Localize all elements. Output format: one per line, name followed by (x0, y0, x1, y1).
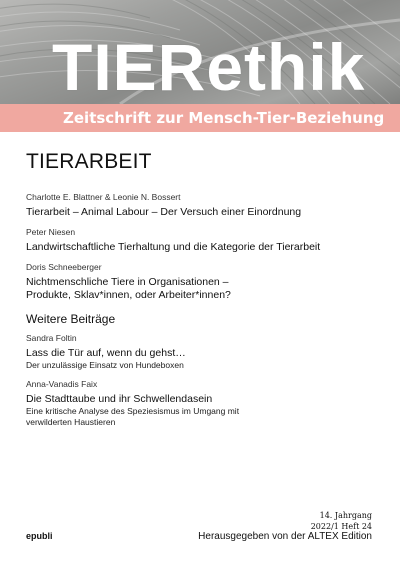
journal-subtitle: Zeitschrift zur Mensch-Tier-Beziehung (63, 109, 385, 127)
editor-line: Herausgegeben von der ALTEX Edition (198, 531, 372, 542)
article-title-line-2: Produkte, Sklav*innen, oder Arbeiter*innen? (26, 289, 231, 301)
article-subtitle: Der unzulässige Einsatz von Hundeboxen (26, 360, 184, 370)
further-articles-list (26, 333, 376, 436)
article-item (26, 262, 376, 302)
article-subtitle-line-2: verwilderten Haustieren (26, 417, 116, 427)
article-item (26, 333, 376, 371)
article-title: Lass die Tür auf, wenn du gehst… (26, 347, 186, 359)
article-title: Tierarbeit – Animal Labour – Der Versuch einer Einordnung (26, 206, 302, 218)
issue-number: 2022/1 Heft 24 (310, 522, 372, 531)
article-author: Charlotte E. Blattner & Leonie N. Bossert (26, 192, 181, 202)
article-subtitle-line-1: Eine kritische Analyse des Speziesismus im Umgang mit (26, 406, 240, 416)
article-item (26, 192, 376, 219)
main-articles-list (26, 192, 376, 310)
journal-logo: TIERethik (52, 30, 366, 104)
cover-header (0, 0, 400, 104)
publisher-name: epubli (26, 531, 53, 541)
further-articles-heading: Weitere Beiträge (26, 312, 116, 326)
article-author: Sandra Foltin (26, 333, 77, 343)
article-title-line-1: Nichtmenschliche Tiere in Organisationen – (26, 276, 229, 288)
article-item (26, 227, 376, 254)
article-author: Anna-Vanadis Faix (26, 379, 98, 389)
article-item (26, 379, 376, 428)
subtitle-band (0, 104, 400, 132)
volume-year: 14. Jahrgang (319, 511, 372, 520)
article-author: Peter Niesen (26, 227, 76, 237)
issue-title: TIERARBEIT (26, 150, 152, 173)
article-title: Landwirtschaftliche Tierhaltung und die Kategorie der Tierarbeit (26, 241, 321, 253)
volume-info (311, 510, 372, 532)
article-author: Doris Schneeberger (26, 262, 102, 272)
article-title: Die Stadttaube und ihr Schwellendasein (26, 393, 213, 405)
